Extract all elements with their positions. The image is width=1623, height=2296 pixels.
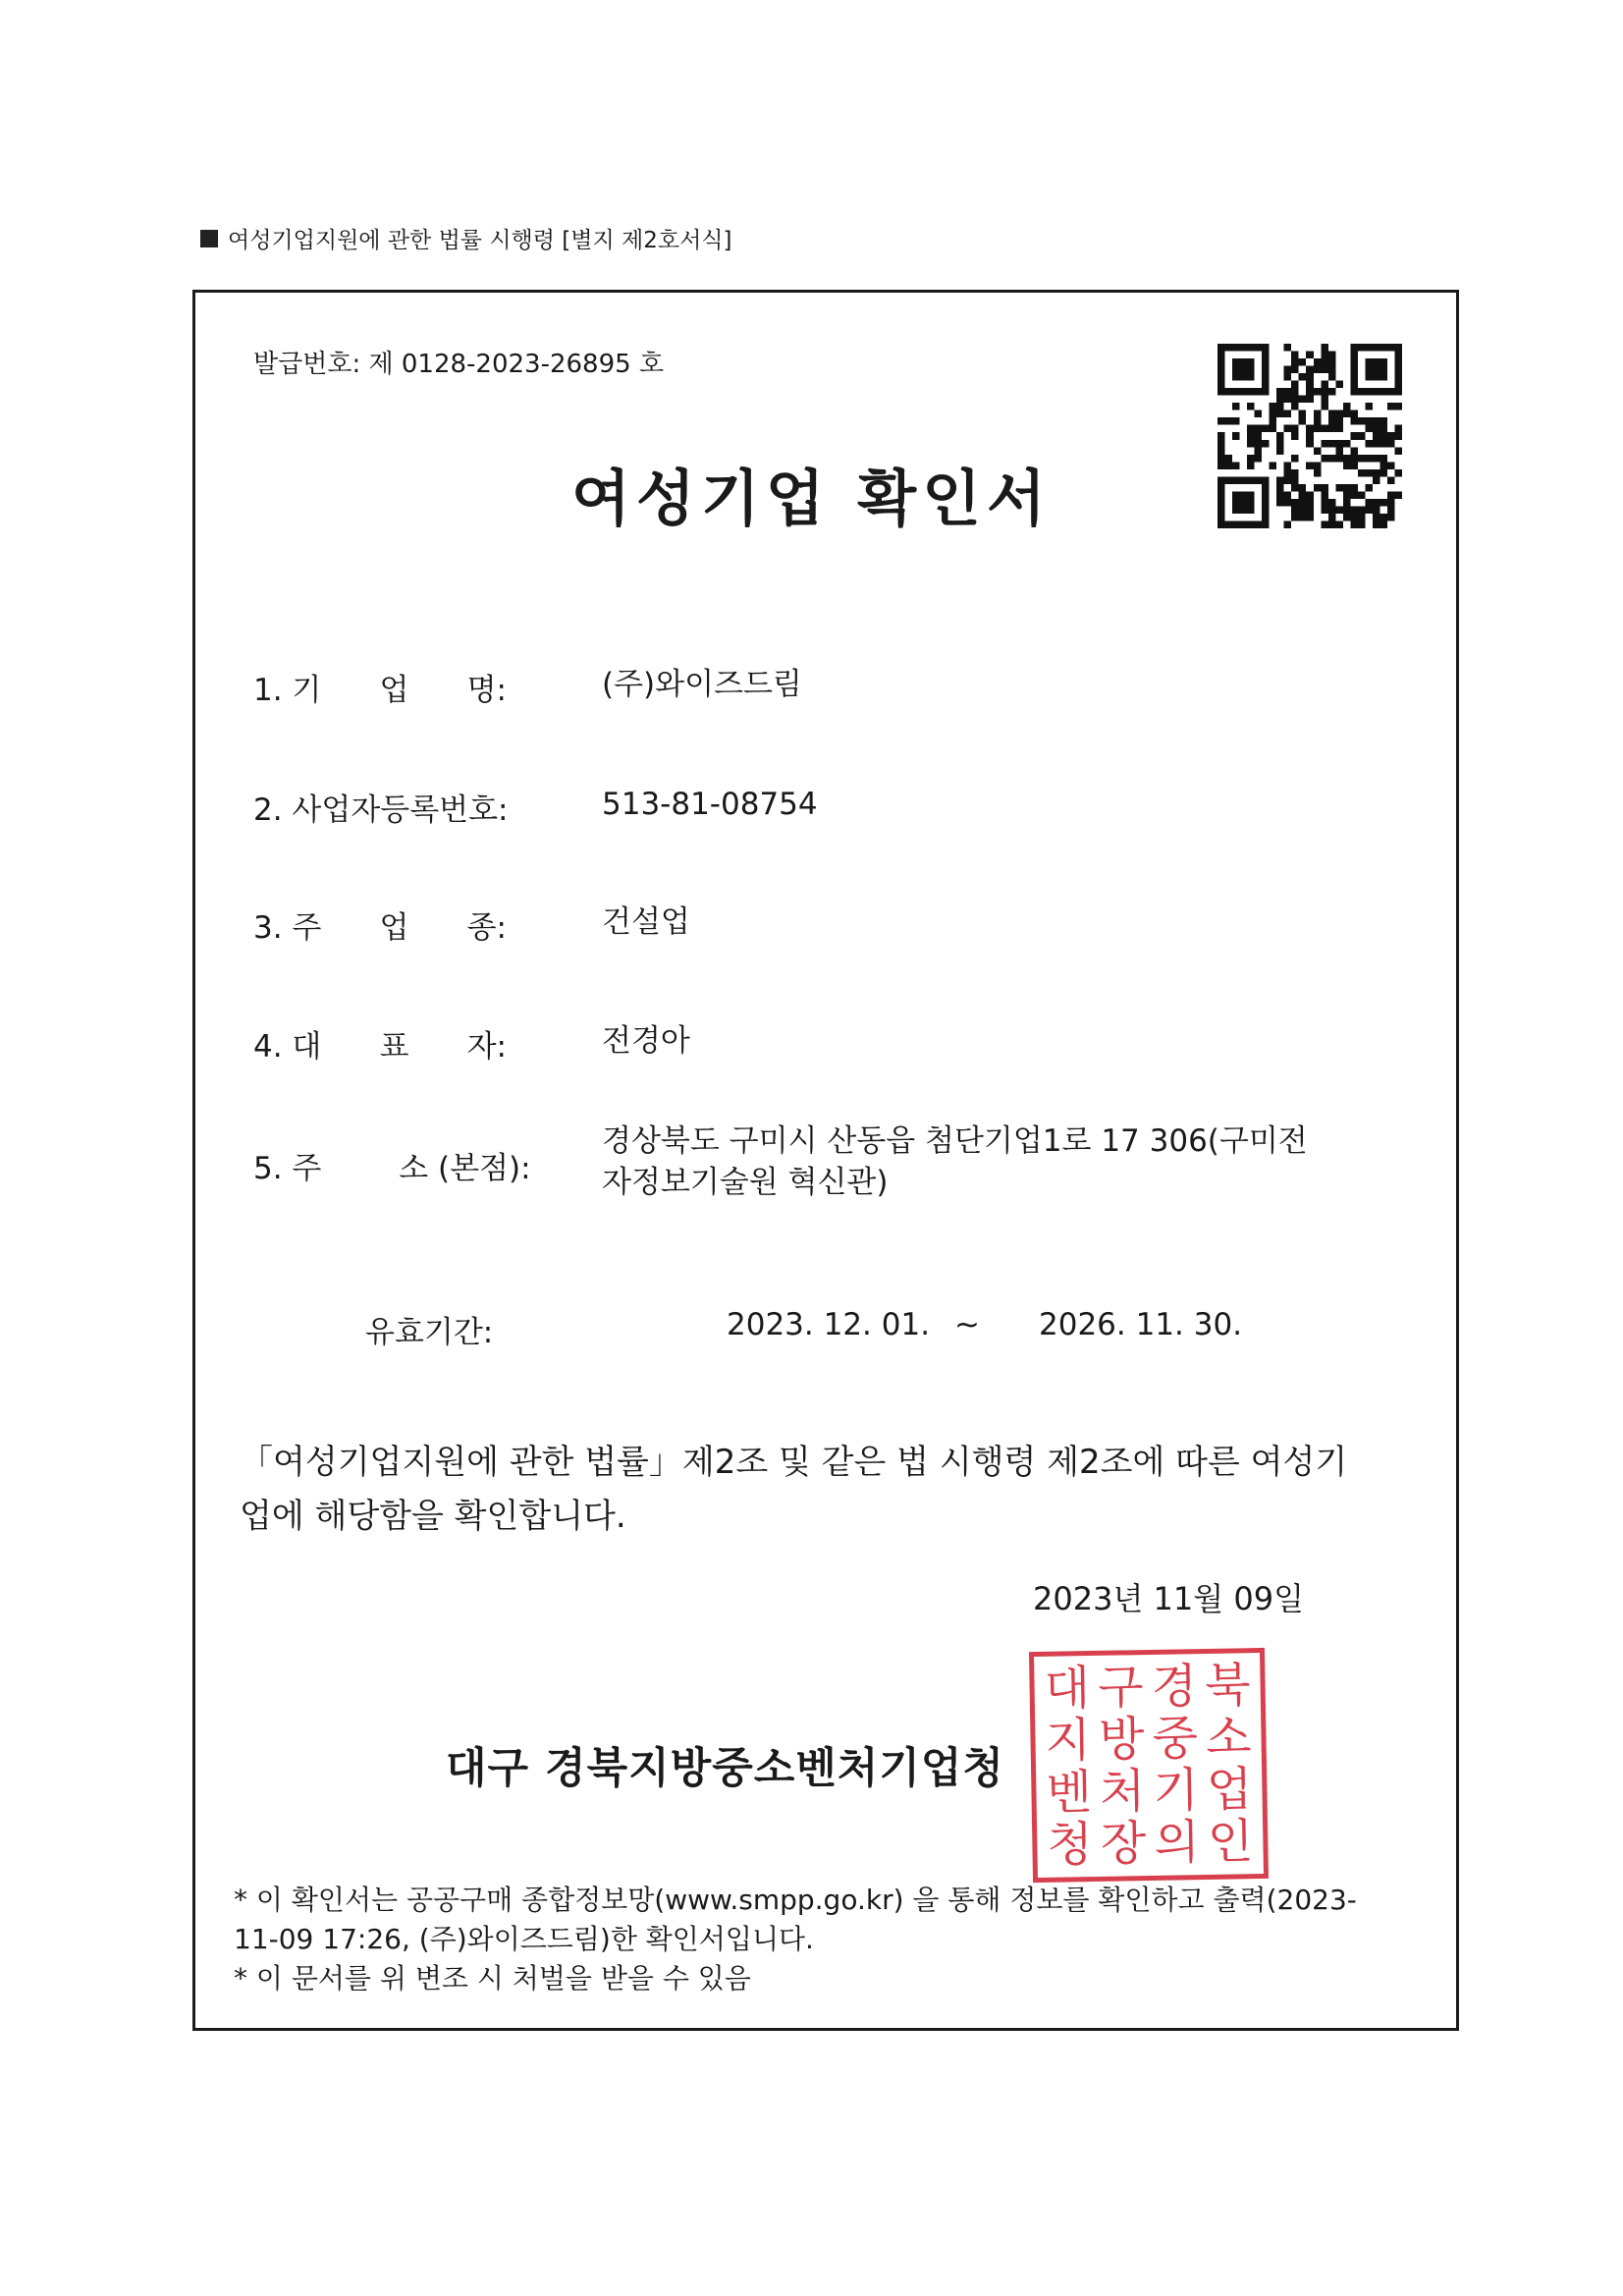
field-value: (주)와이즈드림	[602, 667, 802, 702]
issue-date: 2023년 11월 09일	[1033, 1580, 1304, 1617]
seal-char: 업	[1206, 1762, 1253, 1819]
validity-end: 2026. 11. 30.	[1039, 1307, 1243, 1342]
field-label: 1. 기 업 명:	[253, 673, 507, 708]
footnote: * 이 확인서는 공공구매 종합정보망(www.smpp.go.kr) 을 통해 정보를 확인하고 출력(2023-11-09 17:26, (주)와이즈드림)한 확인서입니다.	[234, 1884, 1357, 1955]
seal-char: 소	[1205, 1710, 1252, 1766]
seal-char: 장	[1100, 1816, 1147, 1873]
validity-label: 유효기간:	[365, 1315, 494, 1350]
form-reference-text: 여성기업지원에 관한 법률 시행령 [별지 제2호서식]	[228, 228, 732, 253]
seal-char: 인	[1207, 1814, 1254, 1871]
seal-char: 방	[1098, 1711, 1145, 1768]
form-reference	[200, 222, 732, 254]
seal-char: 벤	[1046, 1765, 1093, 1821]
document-title: 여성기업 확인서	[571, 463, 1052, 534]
field-label: 3. 주 업 종:	[253, 910, 507, 946]
field-main-industry	[253, 902, 1309, 947]
seal-char: 청	[1046, 1817, 1094, 1874]
field-label: 5. 주 소 (본점):	[253, 1151, 531, 1186]
official-seal	[1029, 1648, 1269, 1883]
field-label: 4. 대 표 자:	[253, 1029, 507, 1065]
seal-char: 중	[1152, 1711, 1199, 1767]
validity-start: 2023. 12. 01.	[727, 1307, 931, 1342]
footnote: * 이 문서를 위 변조 시 처벌을 받을 수 있음	[234, 1961, 751, 1995]
seal-char: 구	[1097, 1659, 1145, 1716]
seal-char: 기	[1153, 1763, 1200, 1820]
field-value: 경상북도 구미시 산동읍 첨단기업1로 17 306(구미전자정보기술원 혁신관)	[602, 1123, 1308, 1200]
issuer-name: 대구 경북지방중소벤처기업청	[446, 1744, 1004, 1793]
seal-char: 경	[1151, 1658, 1198, 1715]
field-business-reg-number	[253, 785, 1309, 829]
field-address	[253, 1121, 1309, 1204]
seal-char: 지	[1045, 1712, 1092, 1769]
field-value: 전경아	[602, 1023, 690, 1059]
issue-number: 발급번호: 제 0128-2023-26895 호	[253, 350, 665, 379]
field-value: 건설업	[602, 904, 690, 940]
seal-char: 처	[1099, 1764, 1146, 1820]
seal-char: 북	[1204, 1657, 1252, 1714]
field-value: 513-81-08754	[602, 787, 818, 822]
field-representative	[253, 1021, 1309, 1066]
field-company-name	[253, 665, 1309, 709]
footnotes	[234, 1881, 1363, 1997]
square-bullet-icon	[200, 230, 218, 247]
seal-char: 의	[1153, 1815, 1201, 1872]
confirmation-text: 「여성기업지원에 관한 법률」제2조 및 같은 법 시행령 제2조에 따른 여성기업에 해당함을 확인합니다.	[240, 1443, 1348, 1537]
seal-char: 대	[1044, 1660, 1091, 1717]
field-label: 2. 사업자등록번호:	[253, 793, 509, 828]
validity-separator: ~	[954, 1307, 980, 1342]
